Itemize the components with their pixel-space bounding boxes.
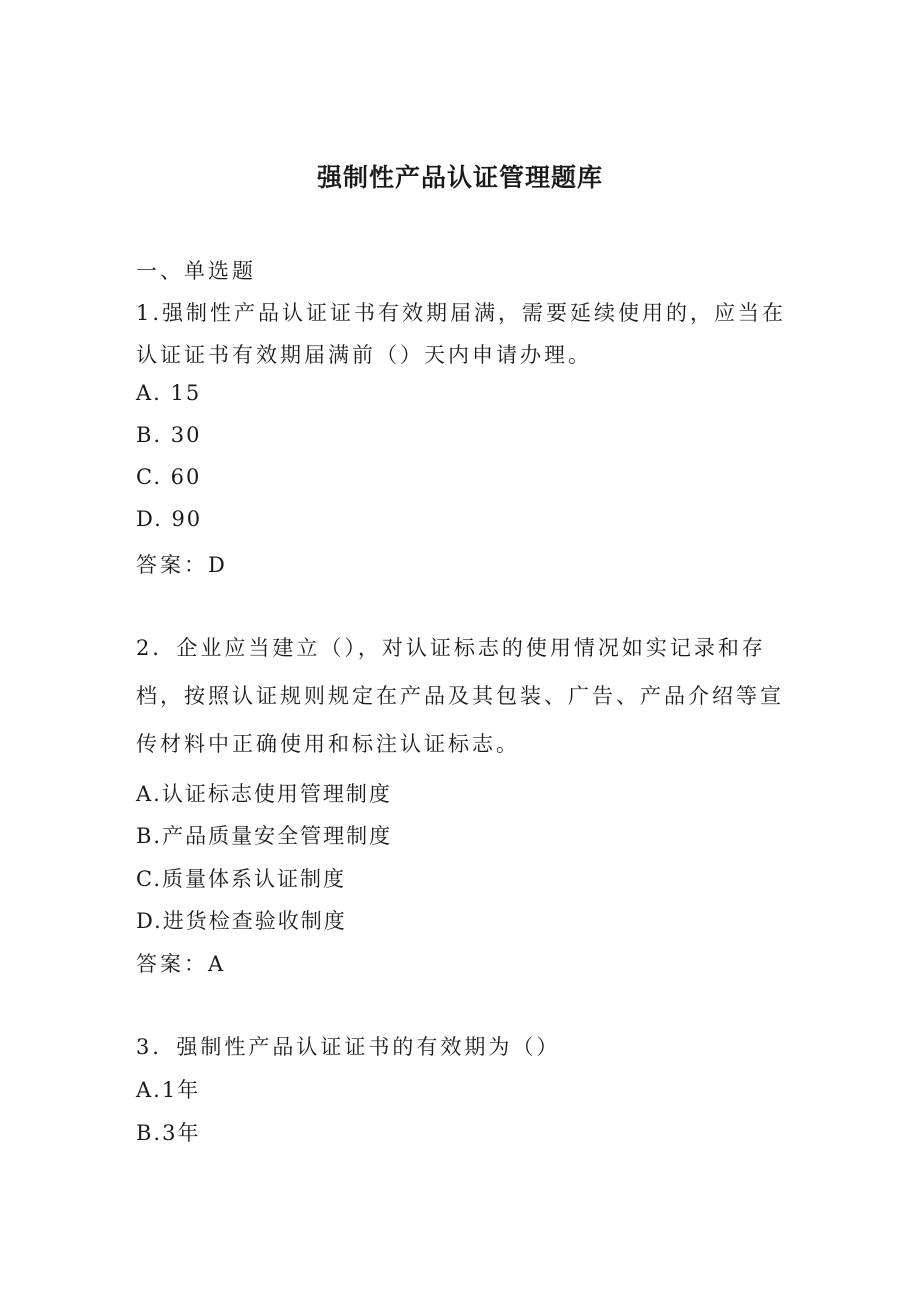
question-2-option-a: A.认证标志使用管理制度 — [136, 782, 392, 806]
question-2-option-c: C.质量体系认证制度 — [136, 867, 346, 891]
question-3-line-1: 3．强制性产品认证证书的有效期为（） — [136, 1035, 561, 1059]
question-2-option-d: D.进货检查验收制度 — [136, 909, 347, 933]
question-2-line-3: 传材料中正确使用和标注认证标志。 — [136, 732, 520, 756]
question-3-option-b: B.3年 — [136, 1121, 201, 1145]
question-2-answer: 答案：A — [136, 952, 227, 976]
question-2-option-b: B.产品质量安全管理制度 — [136, 824, 393, 848]
question-1-line-1: 1.强制性产品认证证书有效期届满，需要延续使用的，应当在 — [136, 301, 787, 325]
question-1-option-d: D. 90 — [136, 507, 203, 531]
question-2-line-2: 档，按照认证规则规定在产品及其包装、广告、产品介绍等宣 — [136, 684, 784, 708]
question-1-line-2: 认证证书有效期届满前（）天内申请办理。 — [136, 343, 592, 367]
question-2-line-1: 2．企业应当建立（），对认证标志的使用情况如实记录和存 — [136, 636, 766, 660]
question-1-answer: 答案：D — [136, 553, 228, 577]
question-1-option-a: A. 15 — [136, 381, 202, 405]
question-1-option-c: C. 60 — [136, 465, 202, 489]
section-heading: 一、单选题 — [136, 259, 256, 283]
document-title: 强制性产品认证管理题库 — [316, 163, 603, 192]
question-3-option-a: A.1年 — [136, 1078, 201, 1102]
question-1-option-b: B. 30 — [136, 423, 202, 447]
